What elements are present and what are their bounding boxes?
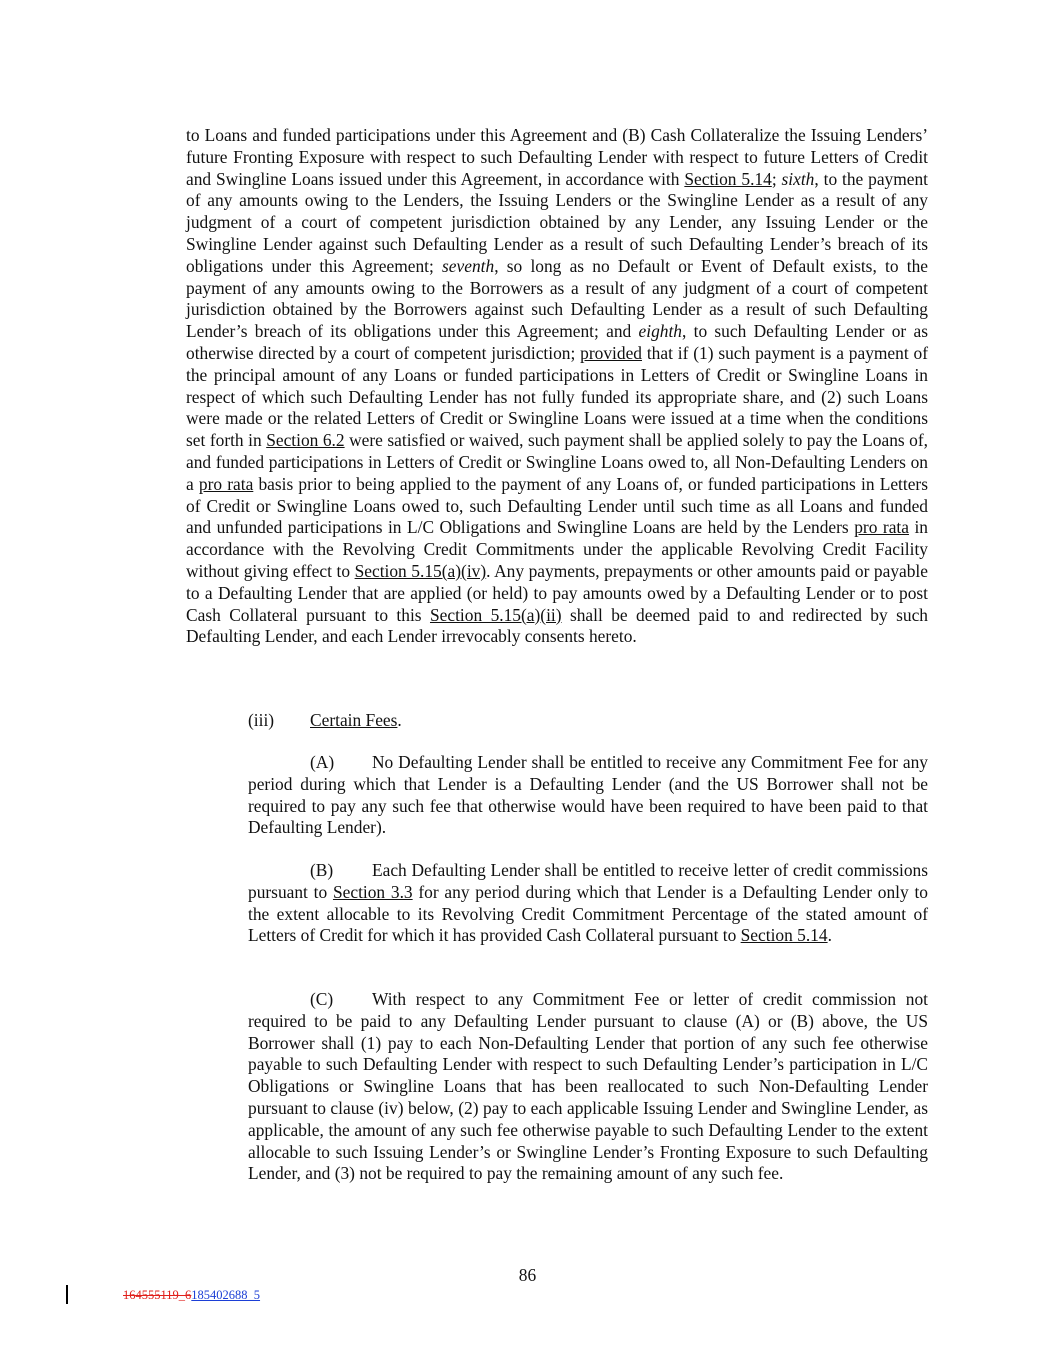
clause-text: No Defaulting Lender shall be entitled to receive any Commitment Fee for any period during which that Lender is a Defaulting Lender (and the US Borrower shall not be required to pay any such fee that otherwise would have been required to have been paid to that Defaulting Lender). — [248, 752, 928, 838]
ordinal-term: seventh — [442, 255, 495, 276]
section-reference: Section 5.14 — [740, 925, 828, 946]
text-run: that if (1) such payment is a payment of the principal amount of any Loans or funded participations in Letters of Credit or Swingline Loans in respect of which such Defaulting Lender has not fully funded its appropriate share, and (2) such Loans were made or the related Letters of Credit or Swingline Loans were issued at a time when the conditions set forth in — [186, 342, 929, 451]
text-run: ; — [771, 168, 782, 189]
page-number: 86 — [518, 1265, 537, 1285]
heading-period: . — [397, 710, 402, 730]
clause-label: (C) — [310, 989, 334, 1009]
section-reference: Section 5.14 — [684, 168, 772, 189]
clause-text: Each Defaulting Lender shall be entitled to receive letter of credit commissions pursuant to — [248, 860, 928, 902]
section-reference: Section 5.15(a)(iv) — [354, 560, 487, 581]
inserted-doc-id: 185402688_5 — [191, 1288, 261, 1302]
ordinal-term: sixth — [781, 168, 815, 189]
section-iii-heading — [248, 710, 928, 732]
provided-term: provided — [580, 342, 642, 363]
text-run: . Any payments, prepayments or other amounts paid or payable to a Defaulting Lender that are applied (or held) to pay amounts owed by a Defaulting Lender or to post Cash Collateral pursuant to this — [186, 560, 928, 625]
clause-c — [248, 989, 928, 1185]
body-paragraph — [186, 125, 928, 648]
text-run: , to the payment of any amounts owing to the Lenders, the Issuing Lenders or the Swingline Lender as a result of any judgment of a court of competent jurisdiction obtained by any Lender, any Issuing Lender or the Swingline Lender against such Defaulting Lender as a result of such Defaulting Lender’s breach of its obligations under this Agreement; — [186, 168, 929, 276]
pro-rata-term: pro rata — [198, 473, 254, 494]
clause-text: for any period during which that Lender is a Defaulting Lender only to the extent allocable to its Revolving Credit Commitment Percentage of the stated amount of Letters of Credit for which it has provided Cash Collateral pursuant to — [248, 881, 928, 946]
section-number: (iii) — [248, 710, 275, 730]
text-run: were satisfied or waived, such payment shall be applied solely to pay the Loans of, and funded participations in Letters of Credit or Swingline Loans owed to, all Non-Defaulting Lenders on a — [186, 430, 928, 494]
section-reference: Section 6.2 — [266, 430, 345, 451]
text-run: , to such Defaulting Lender or as otherwise directed by a court of competent jurisdiction; — [186, 321, 928, 363]
ordinal-term: eighth — [638, 321, 682, 342]
clause-a — [248, 752, 928, 839]
section-reference: Section 5.15(a)(ii) — [429, 604, 562, 625]
section-reference: Section 3.3 — [332, 881, 413, 902]
text-run: basis prior to being applied to the payment of any Loans of, or funded participations in Letters of Credit or Swingline Loans owed to, such Defaulting Lender until such time as all Loans and funded and unfunded participations in L/C Obligations and Swingline Loans are held by the Lenders — [186, 473, 928, 538]
text-run: shall be deemed paid to and redirected by such Defaulting Lender, and each Lender irrevocably consents hereto. — [186, 604, 928, 647]
section-title: Certain Fees — [310, 710, 398, 730]
pro-rata-term: pro rata — [854, 517, 909, 538]
clause-text: With respect to any Commitment Fee or letter of credit commission not required to be paid to any Defaulting Lender pursuant to clause (A) or (B) above, the US Borrower shall (1) pay to each Non-Defaulting Lender that portion of any such fee otherwise payable to such Defaulting Lender with respect to such Defaulting Lender’s participation in L/C Obligations or Swingline Loans that has been reallocated to such Non-Defaulting Lender pursuant to clause (iv) below, (2) pay to each applicable Issuing Lender and Swingline Lender, as applicable, the amount of any such fee otherwise payable to such Defaulting Lender to the extent allocable to such Issuing Lender’s or Swingline Lender’s Fronting Exposure to such Defaulting Lender, and (3) not be required to pay the remaining amount of any such fee. — [248, 989, 928, 1184]
clause-text: . — [827, 925, 832, 946]
deleted-doc-id: 164555119_6 — [123, 1288, 192, 1302]
text-run: , so long as no Default or Event of Default exists, to the payment of any amounts owing to the Borrowers as a result of any judgment of a court of competent jurisdiction obtained by the Borrowers against such Defaulting Lender as a result of such Defaulting Lender’s breach of its obligations under this Agreement; and — [186, 255, 929, 342]
clause-label: (B) — [310, 860, 334, 880]
clause-label: (A) — [310, 752, 335, 772]
clause-b — [248, 860, 928, 947]
text-run: in accordance with the Revolving Credit Commitments under the applicable Revolving Credit Facility without giving effect to — [186, 517, 929, 581]
text-run: to Loans and funded participations under this Agreement and (B) Cash Collateralize the Issuing Lenders’ future Fronting Exposure with respect to such Defaulting Lender with respect to future Letters of Credit and Swingline Loans issued under this Agreement, in accordance with — [186, 125, 928, 189]
document-id — [123, 1288, 260, 1303]
change-bar — [66, 1285, 68, 1304]
